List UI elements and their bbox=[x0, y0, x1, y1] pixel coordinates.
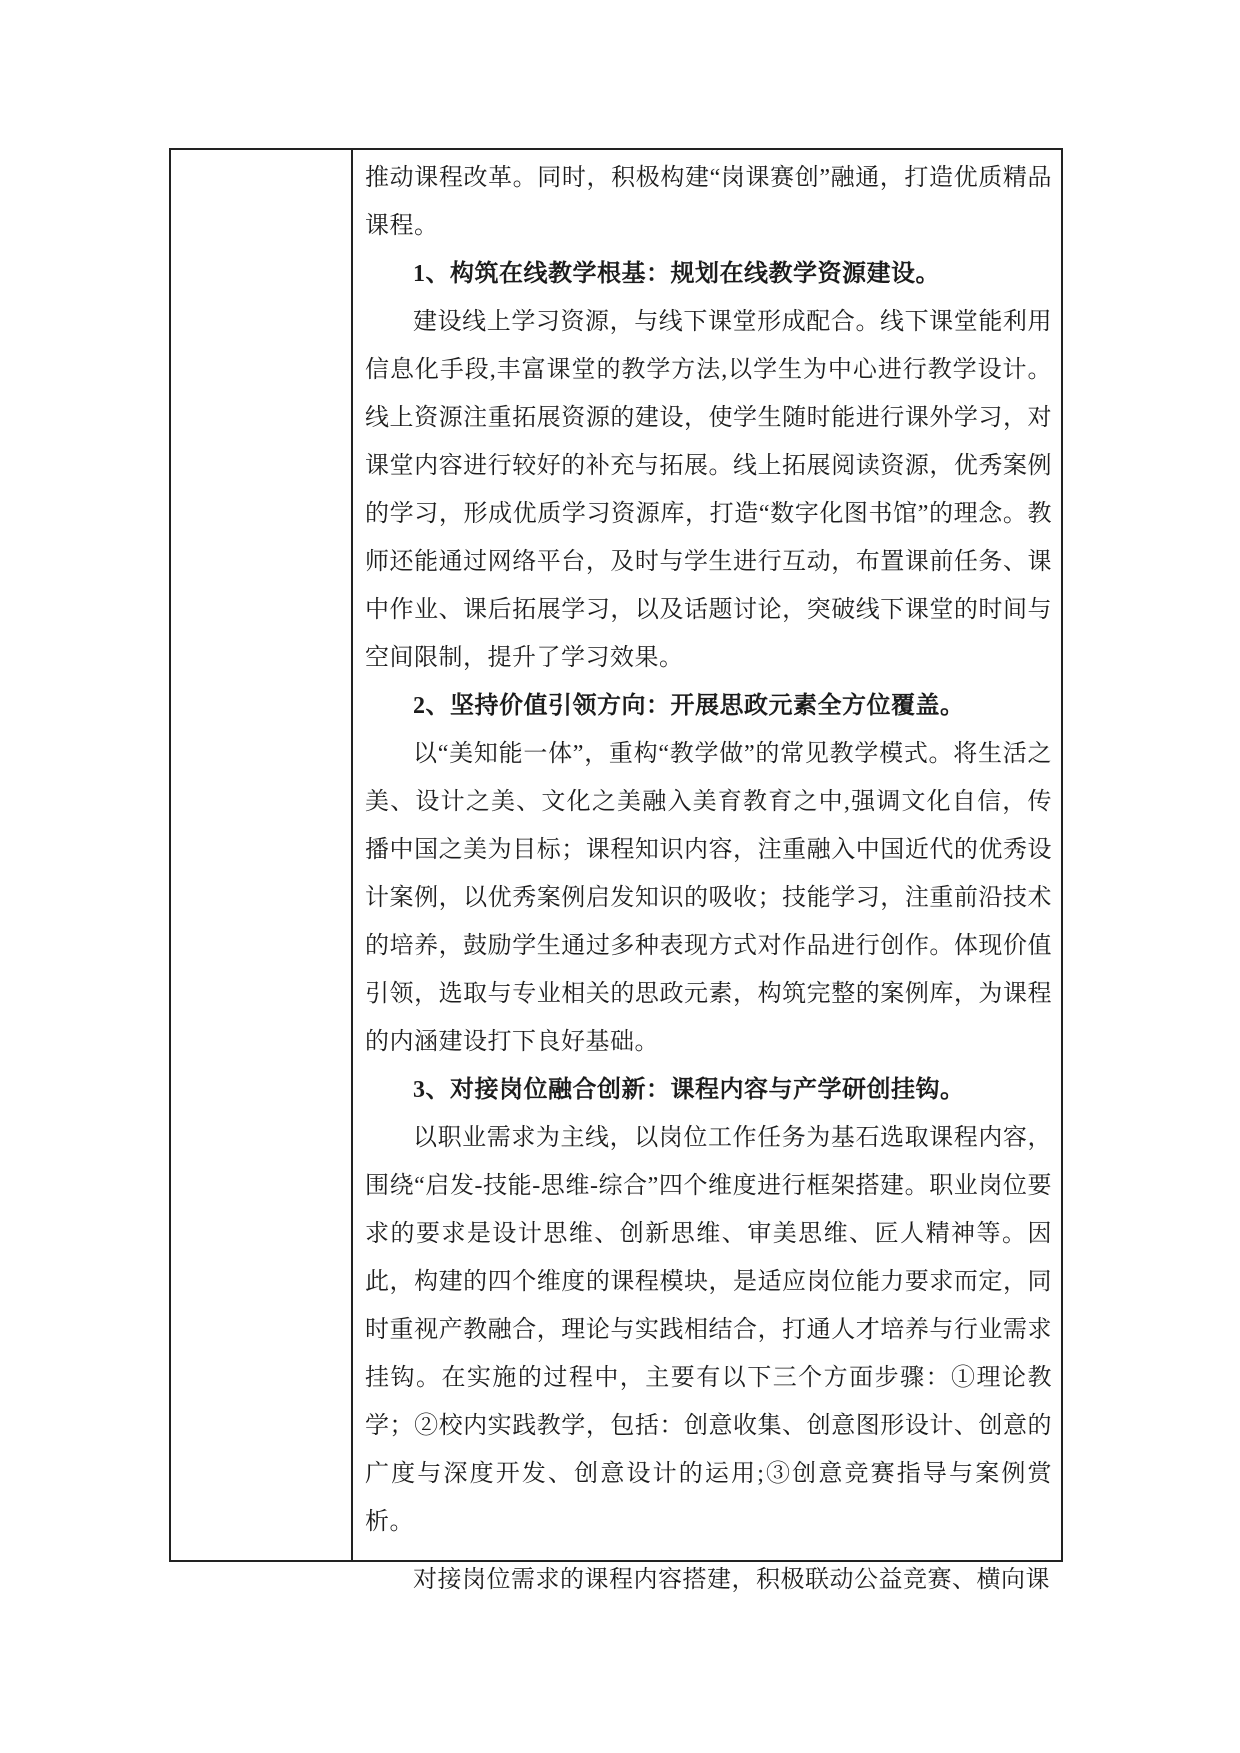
paragraph: 推动课程改革。同时，积极构建“岗课赛创”融通，打造优质精品课程。 bbox=[365, 165, 1052, 239]
table-label-cell bbox=[171, 150, 353, 1560]
paragraph: 建设线上学习资源，与线下课堂形成配合。线下课堂能利用信息化手段,丰富课堂的教学方法,以学生为中心进行教学设计。线上资源注重拓展资源的建设，使学生随时能进行课外学习，对课堂内容进行较好的补充与拓展。线上拓展阅读资源，优秀案例的学习，形成优质学习资源库，打造“数字化图书馆”的理念。教师还能通过网络平台，及时与学生进行互动，布置课前任务、课中作业、课后拓展学习，以及话题讨论，突破线下课堂的时间与空间限制，提升了学习效果。 bbox=[365, 309, 1052, 671]
paragraph: 以职业需求为主线，以岗位工作任务为基石选取课程内容，围绕“启发-技能-思维-综合”四个维度进行框架搭建。职业岗位要求的要求是设计思维、创新思维、审美思维、匠人精神等。因此，构建的四个维度的课程模块，是适应岗位能力要求而定，同时重视产教融合，理论与实践相结合，打通人才培养与行业需求挂钩。在实施的过程中，主要有以下三个方面步骤：①理论教学；②校内实践教学，包括：创意收集、创意图形设计、创意的广度与深度开发、创意设计的运用;③创意竞赛指导与案例赏析。 bbox=[365, 1125, 1052, 1535]
paragraph: 以“美知能一体”，重构“教学做”的常见教学模式。将生活之美、设计之美、文化之美融入美育教育之中,强调文化自信，传播中国之美为目标；课程知识内容，注重融入中国近代的优秀设计案例，以优秀案例启发知识的吸收；技能学习，注重前沿技术的培养，鼓励学生通过多种表现方式对作品进行创作。体现价值引领，选取与专业相关的思政元素，构筑完整的案例库，为课程的内涵建设打下良好基础。 bbox=[365, 741, 1052, 1055]
table-content-cell bbox=[353, 150, 1061, 1593]
paragraph: 对接岗位需求的课程内容搭建，积极联动公益竞赛、横向课 bbox=[413, 1567, 1050, 1593]
section-heading: 1、构筑在线教学根基：规划在线教学资源建设。 bbox=[413, 261, 940, 287]
section-heading: 2、坚持价值引领方向：开展思政元素全方位覆盖。 bbox=[413, 693, 965, 719]
section-heading: 3、对接岗位融合创新：课程内容与产学研创挂钩。 bbox=[413, 1077, 965, 1103]
form-table bbox=[169, 148, 1063, 1593]
